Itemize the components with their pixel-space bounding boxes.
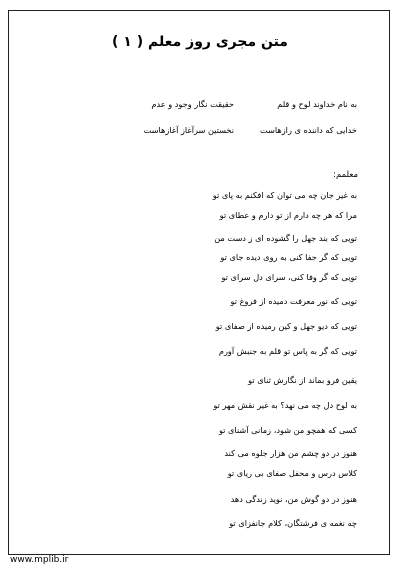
poem-line-6: تویی که نور معرفت دمیده از فروغ تو	[230, 296, 357, 306]
poem-line-9: یقین فرو بماند از نگارش ثنای تو	[248, 375, 357, 385]
poem-line-13: کلاس درس و محفل صفای بی ریای تو	[227, 468, 357, 478]
poem-line-1: به غیر جان چه می توان که افکنم به پای تو	[212, 190, 357, 200]
poem-line-14: هنوز در دو گوش من، نوید زندگی دهد	[230, 494, 357, 504]
poem-line-7: تویی که دیو جهل و کین رمیده از صفای تو	[215, 321, 357, 331]
poem-line-11: کسی که همچو من شود، زمانی آشنای تو	[218, 425, 357, 435]
website-url: www.mplib.ir	[10, 555, 69, 565]
poem-line-5: تویی که گر وفا کنی، سرای دل سرای تو	[221, 272, 357, 282]
poem-line-8: تویی که گر به پاس تو قلم به جنبش آورم	[218, 346, 357, 356]
section-label: معلمم:	[333, 170, 358, 180]
poem-line-2: مرا که هر چه دارم از تو دارم و عطای تو	[219, 210, 357, 220]
intro-line-1-left: حقیقت نگار وجود و عدم	[151, 99, 234, 109]
intro-line-2-left: نخستین سرآغاز آغازهاست	[143, 125, 234, 135]
poem-line-12: هنوز در دو چشم من هزار جلوه می کند	[224, 448, 357, 458]
poem-line-15: چه نغمه ی فرشتگان، کلام جانفزای تو	[229, 518, 357, 528]
document-title: متن مجری روز معلم ( ۱ )	[112, 34, 288, 50]
poem-line-3: تویی که بند جهل را گشوده ای ز دست من	[214, 233, 357, 243]
poem-line-10: به لوح دل چه می نهد؟ به غیر نقش مهر تو	[213, 400, 357, 410]
intro-line-1-right: به نام خداوند لوح و قلم	[277, 99, 357, 109]
poem-line-4: تویی که گر جفا کنی به روی دیده جای تو	[220, 252, 357, 262]
intro-line-2-right: خدایی که داننده ی رازهاست	[260, 125, 357, 135]
